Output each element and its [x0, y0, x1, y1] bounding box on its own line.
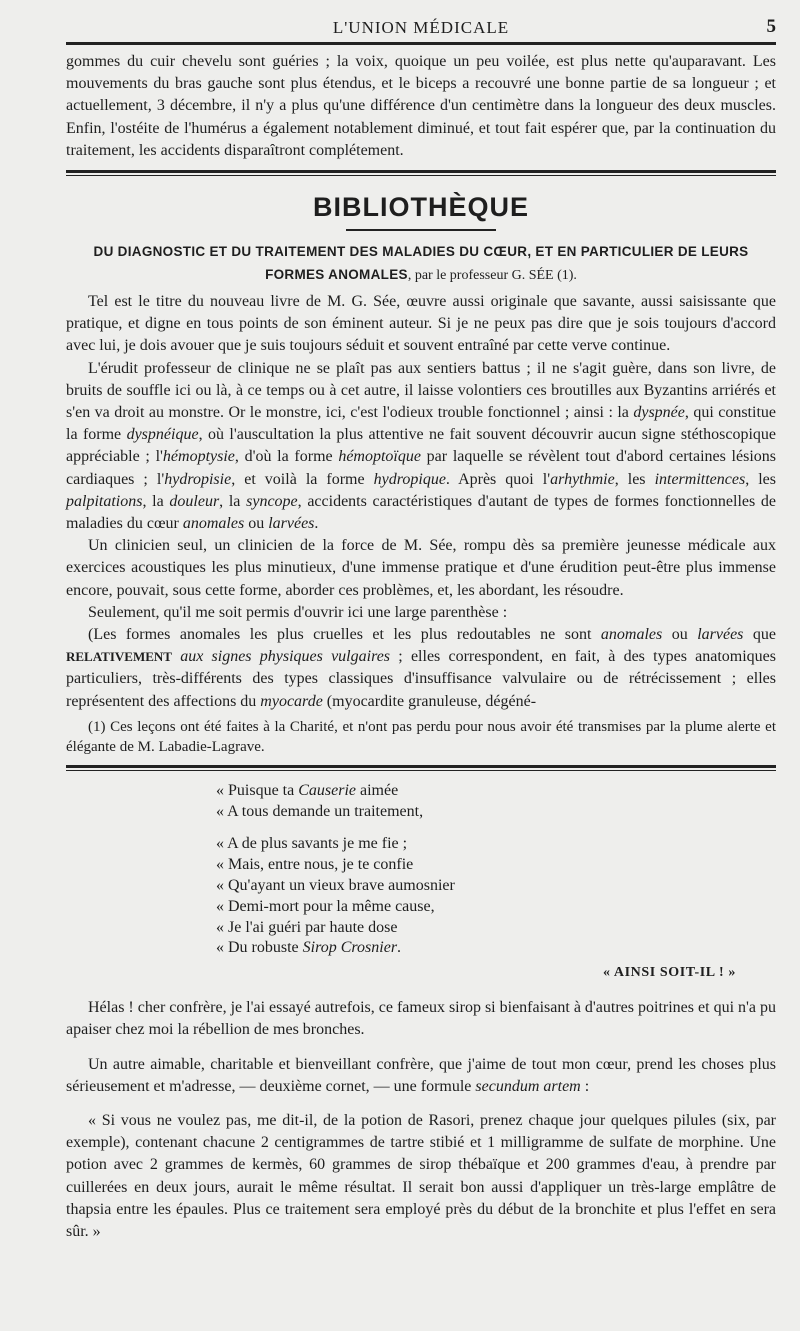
- stanza-gap: [216, 822, 776, 834]
- poem-line: « Mais, entre nous, je te confie: [216, 856, 414, 874]
- closing-paragraph-1: Hélas ! cher confrère, je l'ai essayé autrefois, ce fameux sirop si bienfaisant à d'autres poitrines et qui n'a pu apaiser chez moi la rébellion de mes bronches.: [66, 999, 776, 1039]
- running-title: L'UNION MÉDICALE: [332, 18, 510, 37]
- footnote: (1) Ces leçons ont été faites à la Charité, et n'ont pas perdu pour nous avoir été transmises par la plume alerte et élégante de M. Labadie-Lagrave.: [66, 718, 776, 755]
- page-number: 5: [766, 16, 776, 37]
- poem-line: « Du robuste Sirop Crosnier.: [216, 939, 402, 957]
- poem-line: « Puisque ta Causerie aimée: [216, 781, 399, 799]
- poem-line: « Demi-mort pour la même cause,: [216, 897, 435, 915]
- paragraph-gap: [66, 1042, 776, 1054]
- review-paragraph-4: Seulement, qu'il me soit permis d'ouvrir ici une large parenthèse :: [88, 603, 508, 621]
- paragraph-gap: [66, 1098, 776, 1110]
- page-header: [66, 0, 776, 40]
- section-title: BIBLIOTHÈQUE: [312, 192, 529, 223]
- poem-signoff: « AINSI SOIT-IL ! »: [602, 965, 736, 981]
- review-paragraph-3: Un clinicien seul, un clinicien de la force de M. Sée, rompu dès sa première jeunesse médicale aux exercices acoustiques les plus minutieux, d'une immense pratique et d'une érudition peut-être plus immense encore, pouvait, sous cette forme, aborder ces problèmes, et, les abordant, les résoudre.: [66, 537, 776, 599]
- closing-paragraph-2: Un autre aimable, charitable et bienveillant confrère, que j'aime de tout mon cœur, prend les choses plus sérieusement et m'adresse, — deuxième cornet, — une formule secundum artem :: [66, 1055, 776, 1095]
- poem-line: « A de plus savants je me fie ;: [216, 835, 408, 853]
- closing-paragraph-3: « Si vous ne voulez pas, me dit-il, de la potion de Rasori, prenez chaque jour quelques pilules (six, par exemple), contenant chacune 2 centigrammes de tartre stibié et 1 milligramme de sulfate de morphine. Une potion avec 2 grammes de kermès, 60 grammes de sirop thébaïque et 200 grammes d'eau, à prendre par cuillerées en deux jours, aurait le même résultat. Il serait bon aussi d'appliquer un très-large emplâtre de thapsia entre les épaules. Plus ce traitement sera employé près du début de la bronchite et plus l'effet en sera sûr. »: [66, 1112, 776, 1241]
- section-divider: [66, 170, 776, 176]
- book-title-caps: DU DIAGNOSTIC ET DU TRAITEMENT DES MALADIES DU CŒUR, ET EN PARTICULIER DE LEURS FORMES ANOMALES: [93, 244, 749, 283]
- review-paragraph-2: L'érudit professeur de clinique ne se plaît pas aux sentiers battus ; il ne s'agit guère, dans son livre, de bruits de souffle ici ou là, à ce temps ou à cet autre, il laisse volontiers ces broutilles aux Byzantins arriérés et s'en va droit au monstre. Or le monstre, ici, c'est l'odieux trouble fonctionnel ; ainsi : la dyspnée, qui constitue la forme dyspnéique, où l'auscultation la plus attentive ne fait souvent découvrir aucun signe stéthoscopique appréciable ; l'hémoptysie, d'où la forme hémoptoïque par laquelle se révèlent tout d'abord certaines lésions cardiaques ; l'hydropisie, et voilà la forme hydropique. Après quoi l'arhythmie, les intermittences, les palpitations, la douleur, la syncope, accidents caractéristiques d'autant de types de formes fonctionnelles de maladies du cœur anomales ou larvées.: [66, 359, 777, 533]
- feuilleton-divider: [66, 765, 776, 771]
- review-paragraph-1: Tel est le titre du nouveau livre de M. G. Sée, œuvre aussi originale que savante, aussi saisissante que pratique, et digne en tous points de son éminent auteur. Si je ne peux pas dire que je sois toujours d'accord avec lui, je dois avouer que je suis toujours séduit et souvent entraîné par cette verve continue.: [66, 293, 776, 355]
- poem-line: « Qu'ayant un vieux brave aumosnier: [216, 877, 455, 895]
- poem: [216, 781, 776, 959]
- book-title-author: , par le professeur G. SÉE (1).: [407, 268, 577, 284]
- header-rule: [66, 42, 776, 45]
- review-paragraph-5: (Les formes anomales les plus cruelles et les plus redoutables ne sont anomales ou larvées que RELATIVEMENT aux signes physiques vulgaires ; elles correspondent, en fait, à des types anatomiques particuliers, très-différents des types classiques d'insuffisance valvulaire ou de rétrécissement ; elles représentent des affections du myocarde (myocardite granuleuse, dégéné-: [66, 626, 777, 710]
- poem-line: « A tous demande un traitement,: [216, 802, 424, 820]
- intro-paragraph: gommes du cuir chevelu sont guéries ; la voix, quoique un peu voilée, est plus nette qu'auparavant. Les mouvements du bras gauche sont plus étendus, et le biceps a recouvré une bonne partie de sa longueur ; et actuellement, 3 décembre, il n'y a plus qu'une différence d'un centimètre dans la longueur des deux muscles. Enfin, l'ostéite de l'humérus a également notablement diminué, et tout fait espérer que, par la continuation du traitement, les accidents disparaîtront complétement.: [66, 53, 776, 159]
- poem-line: « Je l'ai guéri par haute dose: [216, 918, 398, 936]
- title-underline: [346, 229, 496, 231]
- book-title: [66, 241, 776, 287]
